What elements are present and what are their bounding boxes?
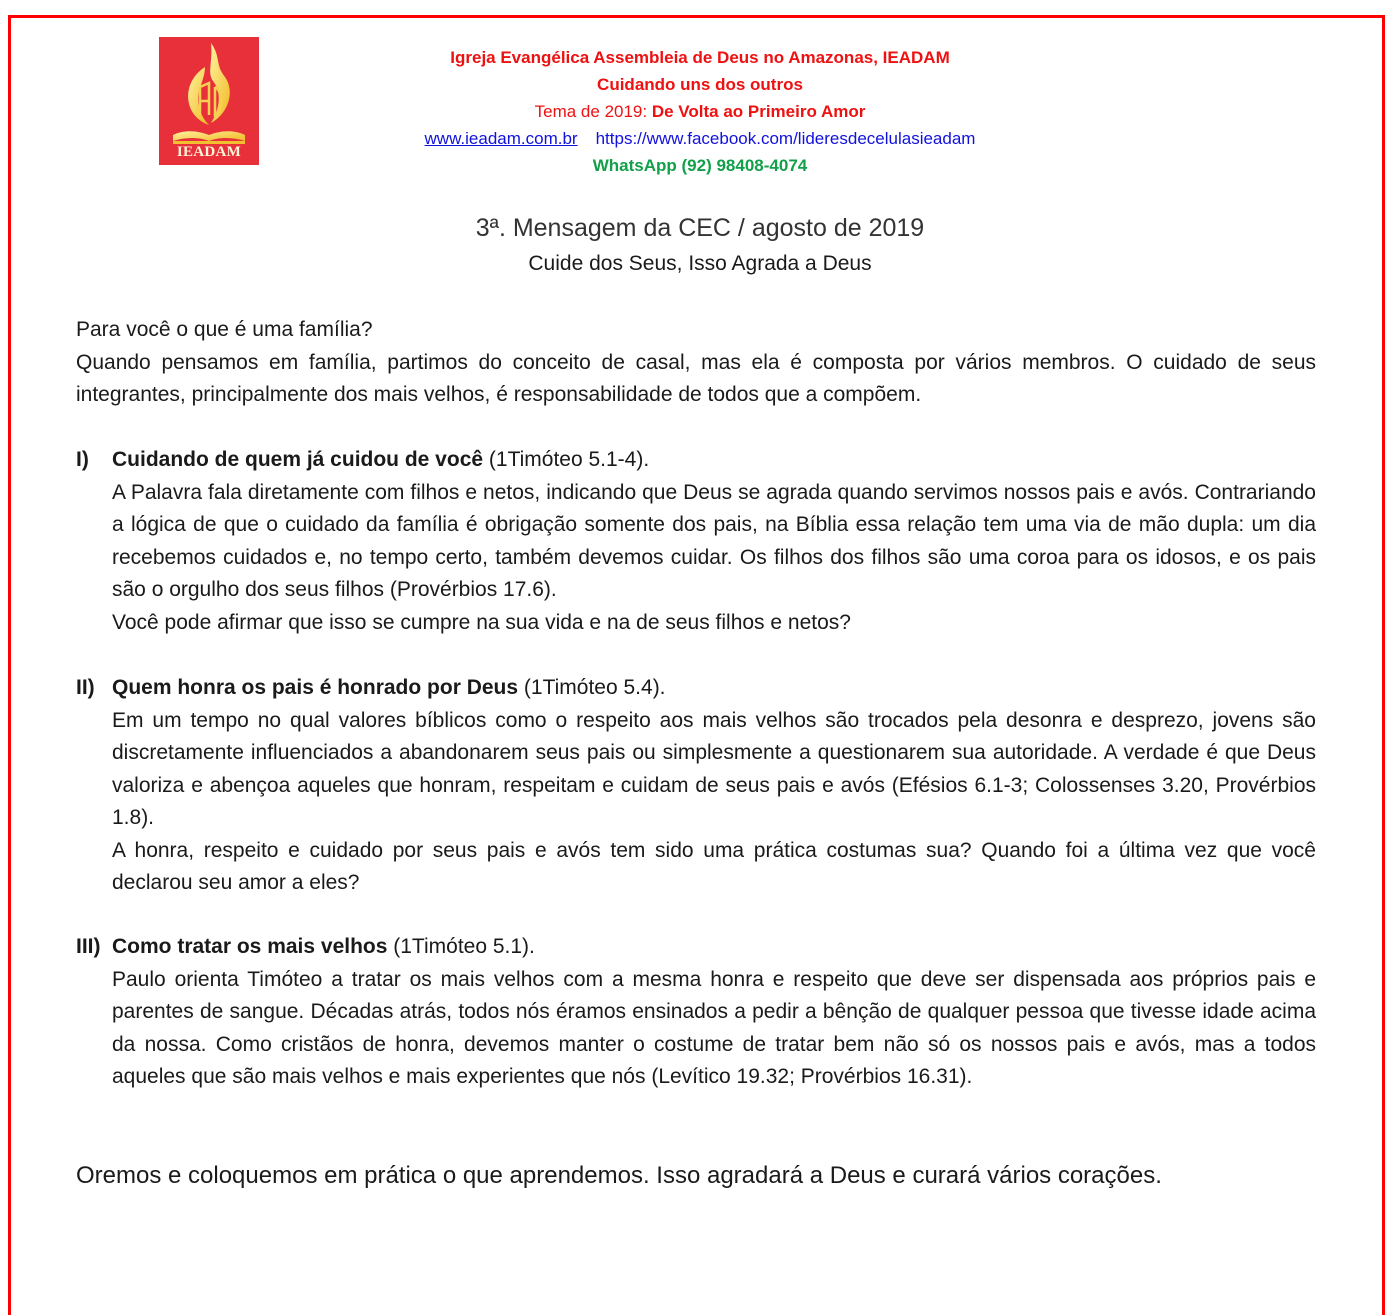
ieadam-logo — [159, 37, 259, 165]
website-link[interactable]: www.ieadam.com.br — [424, 129, 578, 148]
intro-block — [76, 314, 1316, 412]
section-reference: (1Timóteo 5.1-4). — [483, 448, 650, 471]
section-title: Cuidando de quem já cuidou de você — [112, 448, 484, 471]
theme-label: Tema de 2019: — [534, 102, 652, 121]
theme-line — [340, 98, 1060, 125]
whatsapp-contact: WhatsApp (92) 98408-4074 — [592, 156, 808, 175]
section-heading — [76, 931, 1316, 964]
section-question: A honra, respeito e cuidado por seus pais e avós tem sido uma prática costumas sua? Quando foi a última vez que você declarou seu amor a eles? — [112, 838, 1316, 894]
section-body — [112, 705, 1316, 900]
section-1 — [76, 444, 1316, 639]
section-number: III) — [76, 935, 101, 958]
org-name: Igreja Evangélica Assembleia de Deus no Amazonas, IEADAM — [450, 48, 950, 67]
slogan: Cuidando uns dos outros — [597, 75, 803, 94]
section-2 — [76, 672, 1316, 900]
section-number: I) — [76, 448, 89, 471]
section-paragraph: Em um tempo no qual valores bíblicos como o respeito aos mais velhos são trocados pela desonra e desprezo, jovens são discretamente influenciados a abandonarem seus pais ou simplesmente a questionarem sua autoridade. A verdade é que Deus valoriza e abençoa aqueles que honram, respeitam e cuidam de seus pais e avós (Efésios 6.1-3; Colossenses 3.20, Provérbios 1.8). — [112, 708, 1316, 829]
church-header — [340, 44, 1060, 179]
closing-statement: Oremos e coloquemos em prática o que aprendemos. Isso agradará a Deus e curará vários corações. — [76, 1162, 1162, 1189]
message-title: 3ª. Mensagem da CEC / agosto de 2019 — [475, 214, 925, 242]
links-line — [340, 125, 1060, 152]
intro-question: Para você o que é uma família? — [76, 318, 373, 341]
section-reference: (1Timóteo 5.4). — [518, 676, 666, 699]
section-title: Quem honra os pais é honrado por Deus — [112, 676, 519, 699]
section-heading — [76, 672, 1316, 705]
section-body — [112, 964, 1316, 1094]
page-border-frame — [8, 15, 1385, 1315]
message-subtitle: Cuide dos Seus, Isso Agrada a Deus — [528, 252, 872, 275]
section-title: Como tratar os mais velhos — [112, 935, 388, 958]
section-body — [112, 477, 1316, 640]
theme-value: De Volta ao Primeiro Amor — [651, 102, 866, 121]
section-paragraph: A Palavra fala diretamente com filhos e netos, indicando que Deus se agrada quando servimos nossos pais e avós. Contrariando a lógica de que o cuidado da família é obrigação somente dos pais, na Bíblia essa relação tem uma via de mão dupla: um dia recebemos cuidados e, no tempo certo, também devemos cuidar. Os filhos dos filhos são uma coroa para os idosos, e os pais são o orgulho dos seus filhos (Provérbios 17.6). — [112, 480, 1316, 601]
section-reference: (1Timóteo 5.1). — [387, 935, 535, 958]
logo-text: IEADAM — [176, 144, 242, 160]
section-heading — [76, 444, 1316, 477]
section-question: Você pode afirmar que isso se cumpre na sua vida e na de seus filhos e netos? — [112, 610, 851, 634]
section-3 — [76, 931, 1316, 1094]
section-number: II) — [76, 676, 95, 699]
section-paragraph: Paulo orienta Timóteo a tratar os mais velhos com a mesma honra e respeito que deve ser dispensada aos próprios pais e parentes de sangue. Décadas atrás, todos nós éramos ensinados a pedir a bênção de qualquer pessoa que tivesse idade acima da nossa. Como cristãos de honra, devemos manter o costume de tratar bem não só os nossos pais e avós, mas a todos aqueles que são mais velhos e mais experientes que nós (Levítico 19.32; Provérbios 16.31). — [112, 967, 1316, 1088]
facebook-link[interactable]: https://www.facebook.com/lideresdecelulasieadam — [595, 129, 976, 148]
intro-paragraph: Quando pensamos em família, partimos do conceito de casal, mas ela é composta por vários membros. O cuidado de seus integrantes, principalmente dos mais velhos, é responsabilidade de todos que a compõem. — [76, 350, 1316, 406]
